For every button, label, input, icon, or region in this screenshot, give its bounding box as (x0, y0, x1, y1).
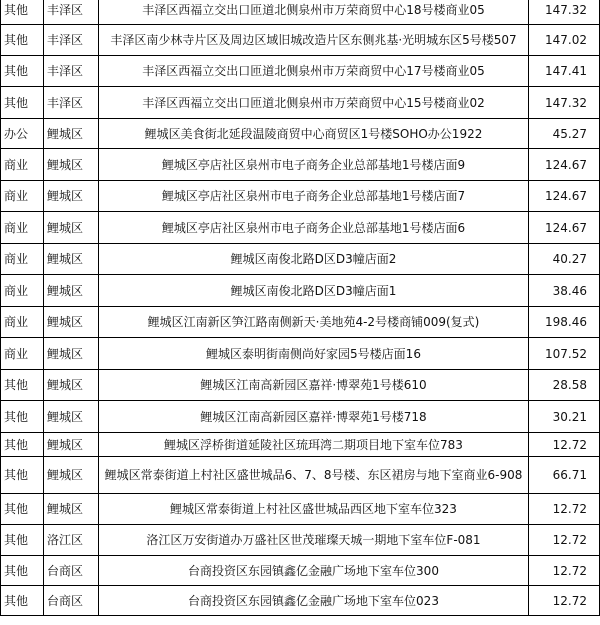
cell-area: 12.72 (529, 556, 600, 586)
cell-area: 38.46 (529, 275, 600, 307)
cell-area: 198.46 (529, 307, 600, 338)
cell-type: 其他 (1, 401, 44, 433)
cell-district: 鲤城区 (44, 457, 99, 494)
table-row (1, 525, 600, 556)
table-row (1, 307, 600, 338)
cell-address: 鲤城区南俊北路D区D3幢店面1 (99, 275, 529, 307)
cell-area: 30.21 (529, 401, 600, 433)
cell-area: 66.71 (529, 457, 600, 494)
cell-type: 商业 (1, 181, 44, 212)
cell-type: 其他 (1, 525, 44, 556)
cell-area: 12.72 (529, 586, 600, 616)
cell-district: 鲤城区 (44, 494, 99, 525)
cell-address: 鲤城区江南高新园区嘉祥·博翠苑1号楼610 (99, 370, 529, 401)
cell-district: 鲤城区 (44, 119, 99, 149)
cell-area: 45.27 (529, 119, 600, 149)
table-row (1, 244, 600, 275)
cell-district: 鲤城区 (44, 370, 99, 401)
table-row (1, 25, 600, 56)
cell-district: 台商区 (44, 556, 99, 586)
cell-district: 鲤城区 (44, 212, 99, 244)
cell-district: 台商区 (44, 586, 99, 616)
cell-address: 鲤城区浮桥街道延陵社区琉珥湾二期项目地下室车位783 (99, 433, 529, 457)
table-row (1, 457, 600, 494)
cell-area: 28.58 (529, 370, 600, 401)
cell-type: 商业 (1, 275, 44, 307)
table-row (1, 149, 600, 181)
cell-district: 丰泽区 (44, 25, 99, 56)
cell-type: 商业 (1, 149, 44, 181)
table-row (1, 586, 600, 616)
table-row (1, 494, 600, 525)
cell-address: 鲤城区亭店社区泉州市电子商务企业总部基地1号楼店面9 (99, 149, 529, 181)
table-row (1, 401, 600, 433)
cell-district: 洛江区 (44, 525, 99, 556)
cell-type: 商业 (1, 212, 44, 244)
cell-district: 丰泽区 (44, 56, 99, 87)
cell-district: 鲤城区 (44, 433, 99, 457)
table-row (1, 370, 600, 401)
cell-area: 107.52 (529, 338, 600, 370)
table-row (1, 212, 600, 244)
cell-address: 丰泽区西福立交出口匝道北侧泉州市万荣商贸中心17号楼商业05 (99, 56, 529, 87)
cell-district: 鲤城区 (44, 338, 99, 370)
table-row (1, 56, 600, 87)
cell-area: 147.32 (529, 87, 600, 119)
cell-type: 其他 (1, 0, 44, 25)
cell-area: 147.02 (529, 25, 600, 56)
table-row (1, 338, 600, 370)
cell-type: 商业 (1, 338, 44, 370)
cell-area: 124.67 (529, 181, 600, 212)
table-row (1, 87, 600, 119)
cell-type: 其他 (1, 25, 44, 56)
cell-area: 12.72 (529, 525, 600, 556)
cell-address: 丰泽区西福立交出口匝道北侧泉州市万荣商贸中心18号楼商业05 (99, 0, 529, 25)
cell-type: 商业 (1, 244, 44, 275)
table-row (1, 181, 600, 212)
cell-address: 台商投资区东园镇鑫亿金融广场地下室车位023 (99, 586, 529, 616)
cell-address: 鲤城区江南新区笋江路南侧新天·美地苑4-2号楼商铺009(复式) (99, 307, 529, 338)
cell-type: 其他 (1, 370, 44, 401)
cell-address: 丰泽区南少林寺片区及周边区域旧城改造片区东侧兆基·光明城东区5号楼507 (99, 25, 529, 56)
cell-type: 其他 (1, 433, 44, 457)
cell-address: 鲤城区亭店社区泉州市电子商务企业总部基地1号楼店面6 (99, 212, 529, 244)
cell-type: 其他 (1, 556, 44, 586)
cell-district: 鲤城区 (44, 307, 99, 338)
cell-type: 其他 (1, 457, 44, 494)
table-row (1, 0, 600, 25)
cell-address: 鲤城区常泰街道上村社区盛世城品6、7、8号楼、东区裙房与地下室商业6-908 (99, 457, 529, 494)
cell-district: 鲤城区 (44, 149, 99, 181)
cell-type: 其他 (1, 586, 44, 616)
cell-type: 其他 (1, 87, 44, 119)
cell-address: 丰泽区西福立交出口匝道北侧泉州市万荣商贸中心15号楼商业02 (99, 87, 529, 119)
table-row (1, 433, 600, 457)
cell-type: 其他 (1, 494, 44, 525)
table-row (1, 119, 600, 149)
cell-area: 124.67 (529, 212, 600, 244)
cell-address: 鲤城区南俊北路D区D3幢店面2 (99, 244, 529, 275)
cell-district: 鲤城区 (44, 401, 99, 433)
cell-address: 台商投资区东园镇鑫亿金融广场地下室车位300 (99, 556, 529, 586)
cell-area: 12.72 (529, 494, 600, 525)
cell-area: 124.67 (529, 149, 600, 181)
cell-area: 147.32 (529, 0, 600, 25)
cell-district: 鲤城区 (44, 275, 99, 307)
cell-district: 丰泽区 (44, 87, 99, 119)
table-row (1, 275, 600, 307)
cell-area: 12.72 (529, 433, 600, 457)
cell-area: 40.27 (529, 244, 600, 275)
cell-district: 鲤城区 (44, 244, 99, 275)
cell-area: 147.41 (529, 56, 600, 87)
cell-address: 鲤城区泰明街南侧尚好家园5号楼店面16 (99, 338, 529, 370)
cell-address: 鲤城区常泰街道上村社区盛世城品西区地下室车位323 (99, 494, 529, 525)
cell-district: 鲤城区 (44, 181, 99, 212)
cell-address: 鲤城区江南高新园区嘉祥·博翠苑1号楼718 (99, 401, 529, 433)
cell-type: 办公 (1, 119, 44, 149)
cell-type: 商业 (1, 307, 44, 338)
cell-address: 鲤城区美食街北延段温陵商贸中心商贸区1号楼SOHO办公1922 (99, 119, 529, 149)
cell-type: 其他 (1, 56, 44, 87)
cell-district: 丰泽区 (44, 0, 99, 25)
table-row (1, 556, 600, 586)
cell-address: 鲤城区亭店社区泉州市电子商务企业总部基地1号楼店面7 (99, 181, 529, 212)
cell-address: 洛江区万安街道办万盛社区世茂璀璨天城一期地下室车位F-081 (99, 525, 529, 556)
